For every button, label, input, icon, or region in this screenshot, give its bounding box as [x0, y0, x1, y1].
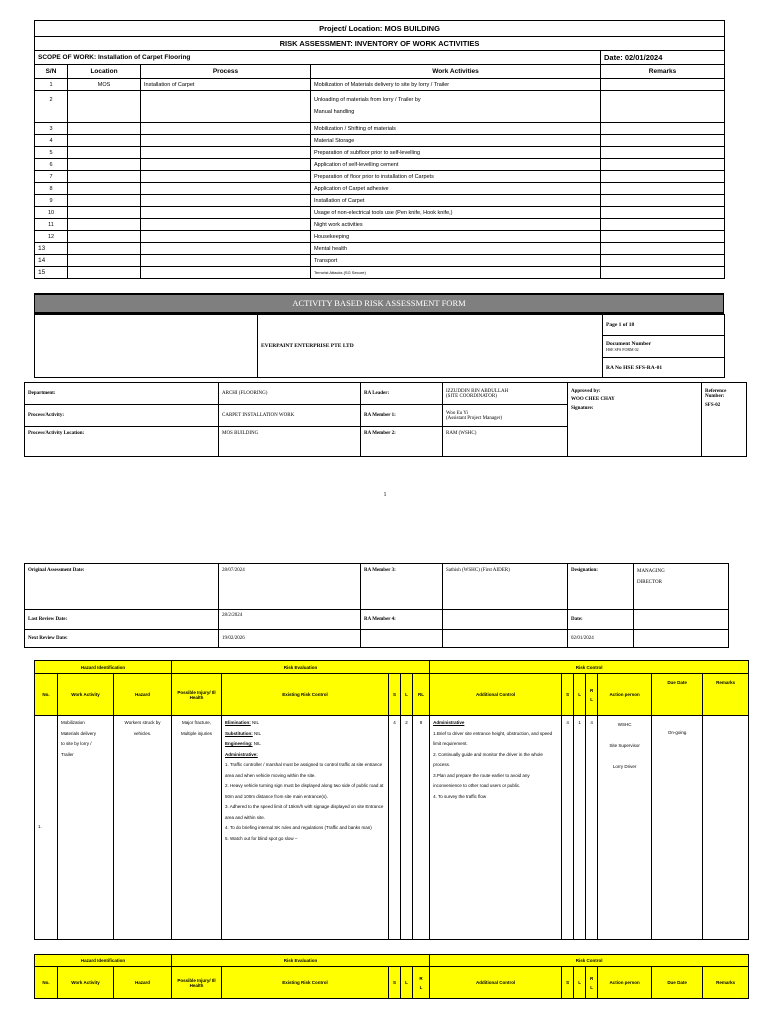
- row-sn: 6: [35, 159, 68, 171]
- additional-admin-label: Administrative: [433, 720, 465, 725]
- hazard-row: [35, 716, 749, 940]
- column-header: Hazard: [114, 674, 172, 716]
- row-activity: Unloading of materials from lorry / Trailer by Manual handling: [311, 91, 601, 123]
- location-value: MOS BUILDING: [219, 427, 361, 457]
- row-sn: 11: [35, 219, 68, 231]
- ra-number: RA No HSE SFS-RA-01: [603, 358, 725, 378]
- designation-value: MANAGING DIRECTOR: [634, 564, 729, 610]
- document-number-label: Document Number: [606, 341, 652, 347]
- row-number: 1.: [35, 716, 58, 940]
- row-sn: 3: [35, 123, 68, 135]
- row-remarks: [601, 183, 725, 195]
- row-remarks: [601, 171, 725, 183]
- date-empty: [634, 610, 729, 630]
- row-s2: 4: [562, 716, 574, 940]
- column-header: L: [401, 967, 413, 999]
- column-header: Existing Risk Control: [222, 967, 389, 999]
- project-title: Project/ Location: MOS BUILDING: [35, 21, 725, 37]
- administrative-label: Administrative:: [225, 751, 258, 757]
- form-title-table: [34, 314, 725, 378]
- reference-cell: [702, 383, 747, 457]
- column-header: Additional Control: [430, 967, 562, 999]
- inventory-row: [35, 207, 725, 219]
- row-sn: 7: [35, 171, 68, 183]
- details-table: [24, 382, 747, 457]
- row-activity: Preparation of floor prior to installation of Carpets: [311, 171, 601, 183]
- column-header: Hazard: [114, 967, 172, 999]
- row-remarks: [601, 243, 725, 255]
- row-location: [68, 219, 141, 231]
- column-header: Action person: [598, 674, 652, 716]
- process-label: Process/Activity:: [25, 405, 219, 427]
- approved-by-label: Approved by:: [571, 389, 601, 394]
- form-banner: ACTIVITY BASED RISK ASSESSMENT FORM: [34, 293, 724, 314]
- row-sn: 4: [35, 135, 68, 147]
- row-location: [68, 267, 141, 279]
- additional-control-items: 1.Brief to driver site entrance height, obstruction, and speed limit requirement. 2. Continually guide and monitor the driver in the whole process. 3.Plan and prepare the route earlier to avoid any inconvenience to other road users or public. 4. To survey the traffic flow: [433, 730, 553, 799]
- column-header: S: [562, 967, 574, 999]
- column-header: S: [389, 674, 401, 716]
- inventory-row: [35, 255, 725, 267]
- row-process: [141, 207, 311, 219]
- row-location: [68, 195, 141, 207]
- row-action-person: WSHC Site Supervisor Lorry Driver: [598, 716, 652, 940]
- row-remarks: [601, 195, 725, 207]
- column-header: S: [562, 674, 574, 716]
- row-location: [68, 183, 141, 195]
- elimination-label: Elimination:: [225, 720, 251, 725]
- row-sn: 1: [35, 79, 68, 91]
- row-activity: Material Storage: [311, 135, 601, 147]
- existing-control-items: 1. Traffic controller / marshal must be assigned to control traffic at site entrance area and when vehicle moving within the site. 2. Heavy vehicle turning sign must be displayed along two side of public road at 50m and 100m distance from site main entrance(s). 3. Adhered to the speed limit of 15km/h with signage displayed on site Entrance area and within site. 4. To do briefing internal SK rules and regulations (Traffic and banks man) 5. Watch out for blind spot go slow –: [225, 762, 384, 841]
- engineering-label: Engineering:: [225, 741, 253, 746]
- row-remarks: [601, 207, 725, 219]
- row-rl2: 4: [586, 716, 598, 940]
- group-risk-evaluation: Risk Evaluation: [172, 955, 430, 967]
- row-sn: 14: [35, 255, 68, 267]
- group-risk-control: Risk Control: [430, 661, 749, 674]
- row-process: [141, 171, 311, 183]
- group-risk-evaluation: Risk Evaluation: [172, 661, 430, 674]
- column-header: Due Date: [652, 674, 703, 716]
- ra-member1-value: Woo Eu Yi (Assistant Project Manager): [443, 405, 568, 427]
- row-sn: 8: [35, 183, 68, 195]
- row-sn: 10: [35, 207, 68, 219]
- row-due-date: On-going: [652, 716, 703, 940]
- row-process: [141, 135, 311, 147]
- row-sn: 2: [35, 91, 68, 123]
- row-l2: 1: [574, 716, 586, 940]
- column-header: No.: [35, 674, 58, 716]
- details-section: [24, 382, 746, 457]
- column-header: Possible Injury/ Ill Health: [172, 967, 222, 999]
- column-header: R L: [586, 674, 598, 716]
- company-name: EVERPAINT ENTERPRISE PTE LTD: [258, 315, 603, 378]
- row-existing-control: [222, 716, 389, 940]
- row-remarks: [703, 716, 749, 940]
- hazard-header-repeat-table: [34, 954, 749, 999]
- ra-member4-label: RA Member 4:: [361, 610, 443, 630]
- column-header: Due Date: [652, 967, 703, 999]
- inventory-row: [35, 135, 725, 147]
- row-activity: Mobilization of Materials delivery to site by lorry / Trailer: [311, 79, 601, 91]
- row-sn: 5: [35, 147, 68, 159]
- inventory-row: [35, 171, 725, 183]
- inventory-row: [35, 91, 725, 123]
- approved-by-value: WOO CHEE CHAY: [571, 397, 615, 402]
- group-hazard-identification: Hazard Identification: [35, 955, 172, 967]
- row-location: [68, 123, 141, 135]
- row-activity: Mobilization / Shifting of materials: [311, 123, 601, 135]
- column-header: L: [574, 674, 586, 716]
- inventory-header-row: [35, 65, 725, 79]
- row-remarks: [601, 91, 725, 123]
- department-label: Department:: [25, 383, 219, 405]
- header-date: Date: 02/01/2024: [601, 51, 725, 65]
- inventory-table: [34, 20, 725, 279]
- row-activity: Night work activities: [311, 219, 601, 231]
- row-location: [68, 91, 141, 123]
- row-process: [141, 255, 311, 267]
- row-activity: Mental health: [311, 243, 601, 255]
- reference-label: Reference Number:: [705, 389, 727, 399]
- inventory-row: [35, 267, 725, 279]
- row-sn: 12: [35, 231, 68, 243]
- original-date-label: Original Assessment Date:: [25, 564, 219, 610]
- ra-member2-label: RA Member 2:: [361, 427, 443, 457]
- column-header: R L: [413, 967, 430, 999]
- inventory-row: [35, 79, 725, 91]
- location-label: Process/Activity Location:: [25, 427, 219, 457]
- column-header: Work Activity: [58, 674, 114, 716]
- ra-member1-label: RA Member 1:: [361, 405, 443, 427]
- row-process: [141, 231, 311, 243]
- row-process: [141, 219, 311, 231]
- row-process: [141, 159, 311, 171]
- inventory-row: [35, 243, 725, 255]
- row-location: [68, 135, 141, 147]
- group-risk-control: Risk Control: [430, 955, 749, 967]
- column-header: S/N: [35, 65, 68, 79]
- review-section: [24, 563, 728, 648]
- row-process: [141, 195, 311, 207]
- substitution-label: Substitution:: [225, 730, 253, 736]
- row-remarks: [601, 255, 725, 267]
- process-value: CARPET INSTALLATION WORK: [219, 405, 361, 427]
- approval-cell: [568, 383, 702, 457]
- scope-of-work: SCOPE OF WORK: Installation of Carpet Flooring: [35, 51, 601, 65]
- hazard-section: [34, 660, 748, 940]
- next-review-label: Next Review Date:: [25, 630, 219, 648]
- column-header: Remarks: [703, 674, 749, 716]
- hazard-header-row: [35, 674, 749, 716]
- row-remarks: [601, 159, 725, 171]
- hazard-table: [34, 660, 749, 940]
- inventory-row: [35, 147, 725, 159]
- date-label: Date:: [568, 610, 634, 630]
- empty-cell: [361, 630, 443, 648]
- review-table: [24, 563, 729, 648]
- column-header: Action person: [598, 967, 652, 999]
- ra-member3-label: RA Member 3:: [361, 564, 443, 610]
- column-header: L: [574, 967, 586, 999]
- row-activity: Usage of non-electrical tools use (Pen knife, Hook knife,): [311, 207, 601, 219]
- row-process: [141, 123, 311, 135]
- row-sn: 15: [35, 267, 68, 279]
- row-activity: Preparation of subfloor prior to self-levelling: [311, 147, 601, 159]
- next-review-value: 19/02/2026: [219, 630, 361, 648]
- row-location: [68, 159, 141, 171]
- inventory-row: [35, 195, 725, 207]
- row-process: [141, 183, 311, 195]
- row-location: [68, 171, 141, 183]
- original-date-value: 28/07/2024: [219, 564, 361, 610]
- last-review-label: Last Review Date:: [25, 610, 219, 630]
- review-date-value: 02/01/2024: [568, 630, 634, 648]
- row-process: [141, 267, 311, 279]
- inventory-row: [35, 231, 725, 243]
- row-activity: Terrorist Attacks (SG Secure): [311, 267, 601, 279]
- activity-form-section: [34, 293, 724, 378]
- row-remarks: [601, 79, 725, 91]
- row-remarks: [601, 231, 725, 243]
- row-process: [141, 91, 311, 123]
- empty-cell: [634, 630, 729, 648]
- document-number: [603, 336, 725, 358]
- row-activity: Housekeeping: [311, 231, 601, 243]
- hazard-group-row: [35, 661, 749, 674]
- row-activity: Application of Carpet adhesive: [311, 183, 601, 195]
- row-activity: Mobilization Materials delivery to site by lorry / Trailer: [58, 716, 114, 940]
- row-s: 4: [389, 716, 401, 940]
- ra-member3-value: Sathish (WSHC) (First AIDER): [443, 564, 568, 610]
- group-hazard-identification: Hazard Identification: [35, 661, 172, 674]
- column-header: S: [389, 967, 401, 999]
- substitution-value: NIL: [252, 730, 262, 736]
- inventory-row: [35, 219, 725, 231]
- row-process: Installation of Carpet: [141, 79, 311, 91]
- column-header: R L: [586, 967, 598, 999]
- row-remarks: [601, 135, 725, 147]
- row-location: [68, 231, 141, 243]
- ra-member2-value: RAM (WSHC): [443, 427, 568, 457]
- row-activity: Application of self-levelling cement: [311, 159, 601, 171]
- column-header: RL: [413, 674, 430, 716]
- column-header: Location: [68, 65, 141, 79]
- document-subtitle: RISK ASSESSMENT: INVENTORY OF WORK ACTIVITIES: [35, 37, 725, 51]
- row-location: [68, 207, 141, 219]
- column-header: Additional Control: [430, 674, 562, 716]
- column-header: Existing Risk Control: [222, 674, 389, 716]
- inventory-row: [35, 183, 725, 195]
- hazard-header-repeat: [34, 954, 748, 999]
- engineering-value: NIL: [252, 741, 261, 746]
- row-activity: Installation of Carpet: [311, 195, 601, 207]
- row-additional-control: [430, 716, 562, 940]
- row-process: [141, 147, 311, 159]
- ra-member4-value: [443, 610, 568, 630]
- row-process: [141, 243, 311, 255]
- page-number: 1: [383, 492, 387, 498]
- row-remarks: [601, 219, 725, 231]
- row-location: [68, 255, 141, 267]
- document-number-value: HSE SFS FORM 02: [606, 347, 639, 352]
- inventory-row: [35, 159, 725, 171]
- column-header: Work Activity: [58, 967, 114, 999]
- row-l: 2: [401, 716, 413, 940]
- row-sn: 13: [35, 243, 68, 255]
- row-hazard: Workers struck by vehicles.: [114, 716, 172, 940]
- empty-cell: [443, 630, 568, 648]
- column-header: Work Activities: [311, 65, 601, 79]
- row-remarks: [601, 147, 725, 159]
- row-location: [68, 243, 141, 255]
- row-location: [68, 147, 141, 159]
- page-of: Page 1 of 18: [603, 315, 725, 336]
- row-injury: Major fracture, Multiple injuries: [172, 716, 222, 940]
- inventory-section: [34, 20, 724, 279]
- column-header: Possible Injury/ Ill Health: [172, 674, 222, 716]
- column-header: L: [401, 674, 413, 716]
- ra-leader-label: RA Leader:: [361, 383, 443, 405]
- row-activity: Transport: [311, 255, 601, 267]
- inventory-row: [35, 123, 725, 135]
- row-sn: 9: [35, 195, 68, 207]
- reference-value: SFS-02: [705, 403, 721, 408]
- column-header: Process: [141, 65, 311, 79]
- column-header: Remarks: [601, 65, 725, 79]
- row-remarks: [601, 123, 725, 135]
- ra-leader-value: IZZUDDIN BIN ABDULLAH (SITE COORDINATOR): [443, 383, 568, 405]
- row-rl: 8: [413, 716, 430, 940]
- row-location: MOS: [68, 79, 141, 91]
- logo-area: [35, 315, 258, 378]
- column-header: Remarks: [703, 967, 749, 999]
- designation-label: Designation:: [568, 564, 634, 610]
- row-remarks: [601, 267, 725, 279]
- last-review-value: 28/2/2024: [219, 610, 361, 630]
- elimination-value: NIL: [250, 720, 260, 725]
- signature-label: Signature:: [571, 406, 594, 411]
- column-header: No.: [35, 967, 58, 999]
- department-value: ARCHI (FLOORING): [219, 383, 361, 405]
